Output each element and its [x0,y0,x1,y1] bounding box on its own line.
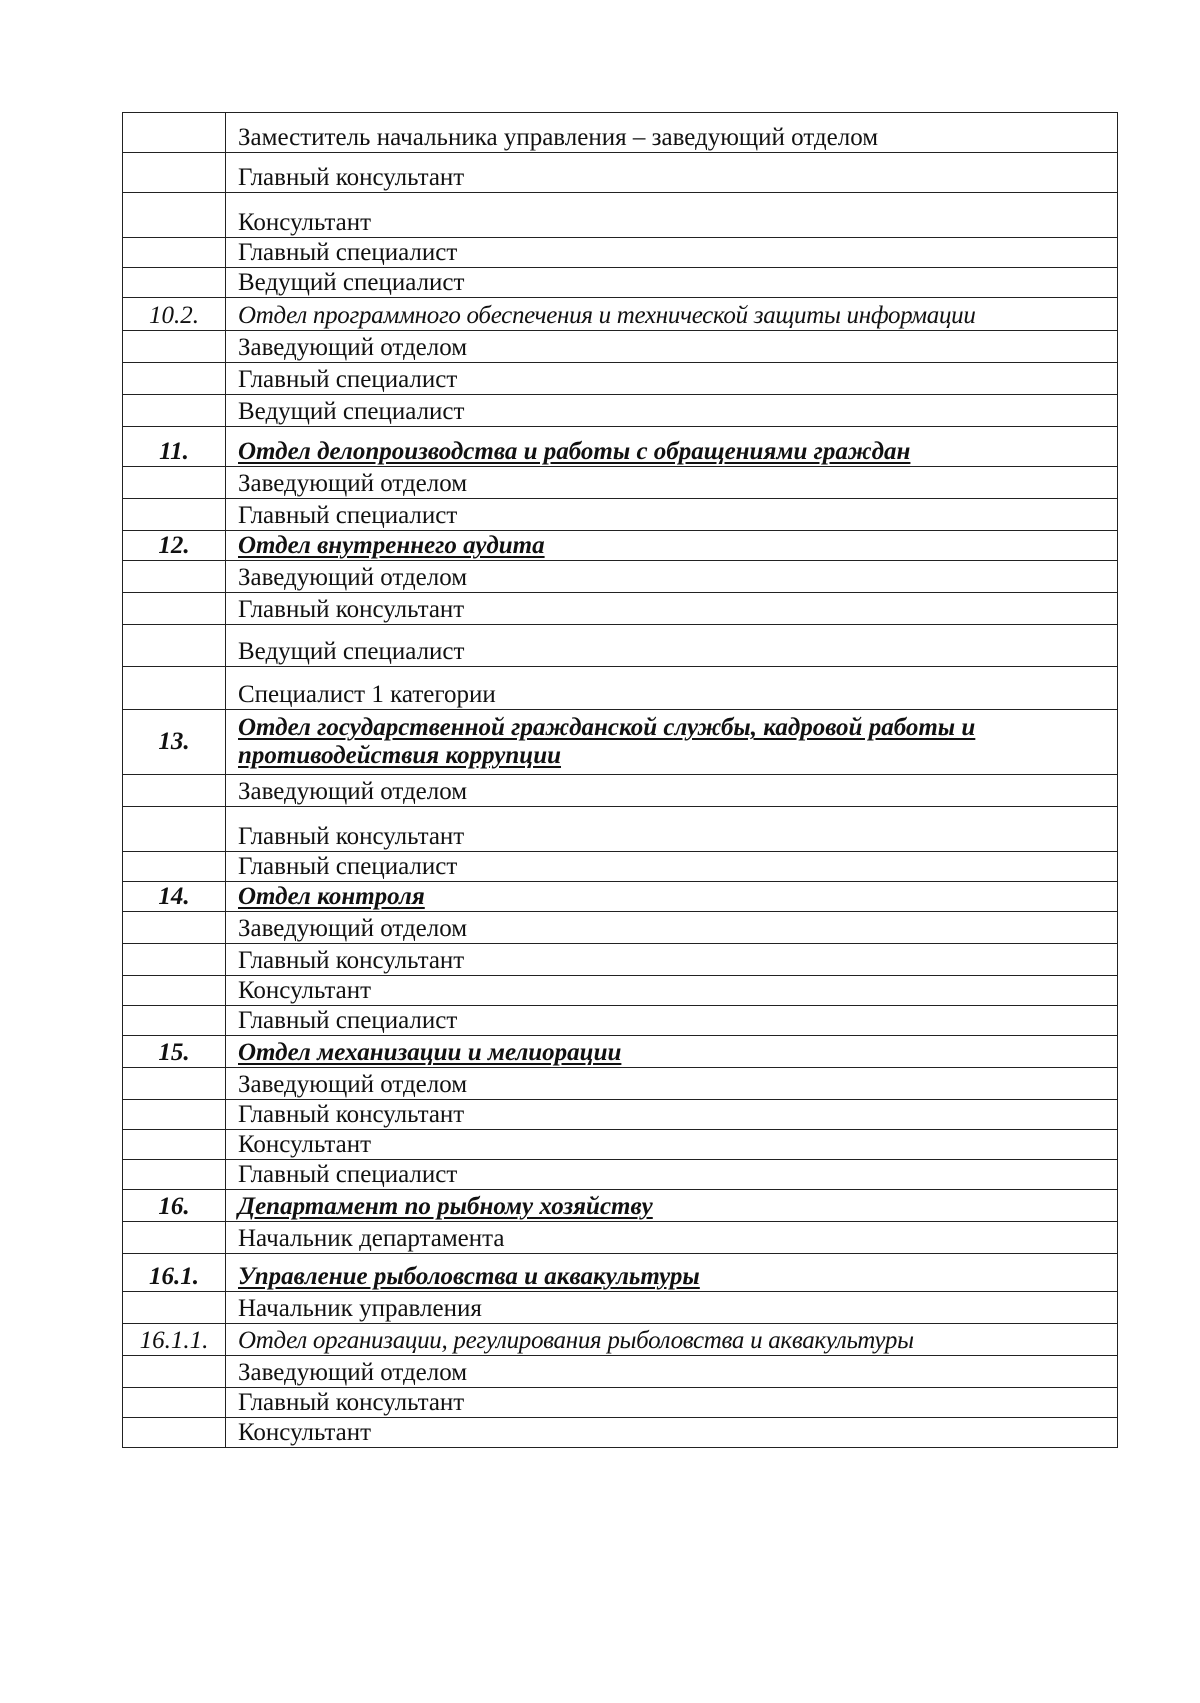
position-title-cell: Главный консультант [226,1388,1118,1418]
section-row [123,298,1118,331]
position-row [123,467,1118,499]
position-row [123,912,1118,944]
row-number-cell [123,1356,226,1388]
position-title-cell: Главный специалист [226,238,1118,268]
position-row [123,807,1118,852]
row-number-cell: 13. [123,710,226,775]
position-title-cell: Ведущий специалист [226,268,1118,298]
row-number-cell [123,1388,226,1418]
position-title-cell: Специалист 1 категории [226,667,1118,710]
row-number-cell: 10.2. [123,298,226,331]
row-number-cell [123,1160,226,1190]
position-row [123,113,1118,153]
position-title-cell: Главный специалист [226,363,1118,395]
section-title-cell: Управление рыболовства и аквакультуры [226,1254,1118,1292]
section-row [123,1036,1118,1068]
row-number-cell [123,561,226,593]
row-number-cell [123,667,226,710]
position-title-cell: Главный специалист [226,1006,1118,1036]
row-number-cell: 15. [123,1036,226,1068]
section-title-cell: Департамент по рыбному хозяйству [226,1190,1118,1222]
position-title-cell: Главный консультант [226,944,1118,976]
position-row [123,625,1118,667]
position-title-cell: Консультант [226,193,1118,238]
section-row [123,710,1118,775]
row-number-cell [123,1068,226,1100]
section-title-cell: Отдел контроля [226,882,1118,912]
section-title-cell: Отдел государственной гражданской службы, кадровой работы и противодействия коррупции [226,710,1118,775]
position-title-cell: Главный консультант [226,807,1118,852]
position-title-cell: Главный консультант [226,1100,1118,1130]
row-number-cell [123,625,226,667]
row-number-cell [123,976,226,1006]
row-number-cell [123,944,226,976]
position-title-cell: Консультант [226,1130,1118,1160]
row-number-cell [123,593,226,625]
position-row [123,193,1118,238]
position-row [123,852,1118,882]
row-number-cell [123,1418,226,1448]
position-row [123,268,1118,298]
position-row [123,153,1118,193]
position-title-cell: Заведующий отделом [226,561,1118,593]
position-row [123,499,1118,531]
section-title-cell: Отдел делопроизводства и работы с обращениями граждан [226,427,1118,467]
position-row [123,667,1118,710]
position-row [123,593,1118,625]
position-title-cell: Заведующий отделом [226,775,1118,807]
row-number-cell [123,268,226,298]
row-number-cell: 14. [123,882,226,912]
row-number-cell [123,1006,226,1036]
row-number-cell [123,113,226,153]
position-row [123,976,1118,1006]
position-title-cell: Консультант [226,976,1118,1006]
position-title-cell: Начальник управления [226,1292,1118,1324]
position-row [123,561,1118,593]
section-title-cell: Отдел программного обеспечения и технической защиты информации [226,298,1118,331]
section-row [123,1254,1118,1292]
section-title-cell: Отдел организации, регулирования рыболовства и аквакультуры [226,1324,1118,1356]
row-number-cell [123,193,226,238]
row-number-cell [123,775,226,807]
position-title-cell: Главный специалист [226,499,1118,531]
position-row [123,331,1118,363]
position-row [123,1006,1118,1036]
position-row [123,775,1118,807]
position-row [123,1292,1118,1324]
position-row [123,1068,1118,1100]
section-row [123,1324,1118,1356]
position-title-cell: Ведущий специалист [226,625,1118,667]
position-title-cell: Заведующий отделом [226,1356,1118,1388]
position-title-cell: Заведующий отделом [226,1068,1118,1100]
staff-positions-table [122,112,1118,1448]
row-number-cell [123,331,226,363]
row-number-cell [123,467,226,499]
position-title-cell: Заведующий отделом [226,467,1118,499]
row-number-cell: 12. [123,531,226,561]
position-row [123,1160,1118,1190]
position-row [123,395,1118,427]
row-number-cell: 16.1.1. [123,1324,226,1356]
row-number-cell [123,238,226,268]
position-title-cell: Главный специалист [226,1160,1118,1190]
position-row [123,1222,1118,1254]
position-row [123,1130,1118,1160]
row-number-cell [123,807,226,852]
row-number-cell [123,1100,226,1130]
position-row [123,238,1118,268]
row-number-cell: 16.1. [123,1254,226,1292]
position-title-cell: Главный специалист [226,852,1118,882]
section-title-cell: Отдел механизации и мелиорации [226,1036,1118,1068]
position-title-cell: Заведующий отделом [226,912,1118,944]
row-number-cell [123,912,226,944]
row-number-cell [123,1222,226,1254]
position-title-cell: Заместитель начальника управления – заведующий отделом [226,113,1118,153]
row-number-cell [123,395,226,427]
row-number-cell [123,1292,226,1324]
position-title-cell: Ведущий специалист [226,395,1118,427]
position-row [123,363,1118,395]
position-row [123,1356,1118,1388]
row-number-cell [123,363,226,395]
row-number-cell [123,499,226,531]
position-row [123,1418,1118,1448]
section-row [123,882,1118,912]
table-body [123,113,1118,1448]
section-row [123,1190,1118,1222]
section-row [123,531,1118,561]
row-number-cell: 11. [123,427,226,467]
position-title-cell: Главный консультант [226,593,1118,625]
position-title-cell: Заведующий отделом [226,331,1118,363]
position-title-cell: Консультант [226,1418,1118,1448]
position-row [123,944,1118,976]
row-number-cell [123,153,226,193]
section-row [123,427,1118,467]
position-title-cell: Начальник департамента [226,1222,1118,1254]
row-number-cell: 16. [123,1190,226,1222]
position-row [123,1388,1118,1418]
position-row [123,1100,1118,1130]
section-title-cell: Отдел внутреннего аудита [226,531,1118,561]
row-number-cell [123,852,226,882]
row-number-cell [123,1130,226,1160]
position-title-cell: Главный консультант [226,153,1118,193]
